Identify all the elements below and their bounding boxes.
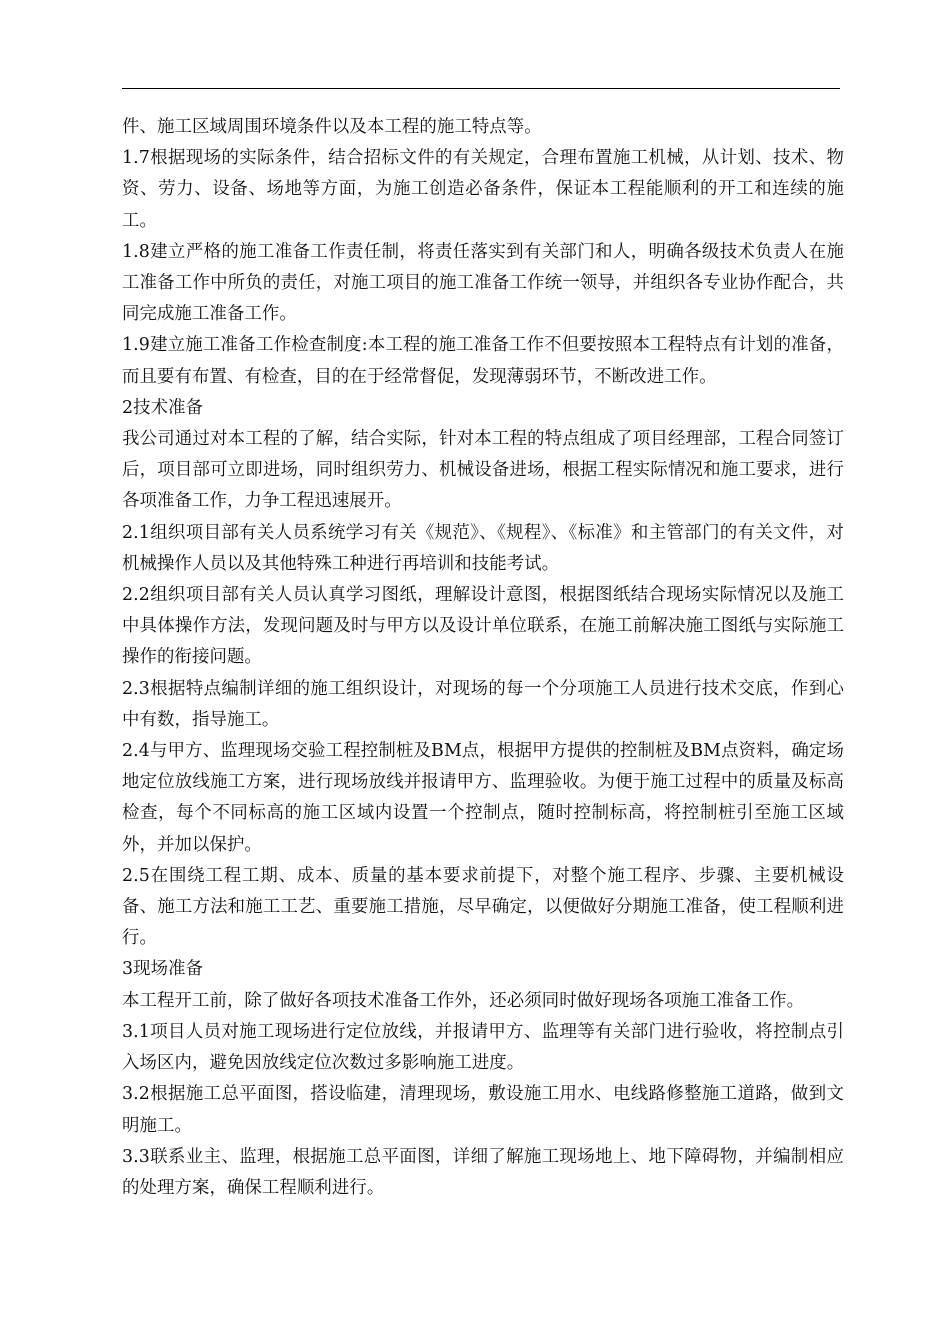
paragraph-2-2: 2.2组织项目部有关人员认真学习图纸，理解设计意图，根据图纸结合现场实际情况以及施工中具体操作方法，发现问题及时与甲方以及设计单位联系，在施工前解决施工图纸与实际施工操作的衔接问题。 [122,585,844,668]
paragraph-continuation: 件、施工区域周围环境条件以及本工程的施工特点等。 [122,117,542,137]
paragraph-3-2: 3.2根据施工总平面图，搭设临建，清理现场，敷设施工用水、电线路修整施工道路，做到文明施工。 [122,1084,844,1136]
paragraph-2-intro: 我公司通过对本工程的了解，结合实际，针对本工程的特点组成了项目经理部，工程合同签订后，项目部可立即进场，同时组织劳力、机械设备进场，根据工程实际情况和施工要求，进行各项准备工作，力争工程迅速展开。 [122,429,844,512]
paragraph-2-3: 2.3根据特点编制详细的施工组织设计，对现场的每一个分项施工人员进行技术交底，作到心中有数，指导施工。 [122,678,844,730]
paragraph-1-7: 1.7根据现场的实际条件，结合招标文件的有关规定，合理布置施工机械，从计划、技术、物资、劳力、设备、场地等方面，为施工创造必备条件，保证本工程能顺利的开工和连续的施工。 [122,148,844,231]
paragraph-1-9: 1.9建立施工准备工作检查制度:本工程的施工准备工作不但要按照本工程特点有计划的准备，而且要有布置、有检查，目的在于经常督促，发现薄弱环节，不断改进工作。 [122,335,844,387]
paragraph-2-4: 2.4与甲方、监理现场交验工程控制桩及BM点，根据甲方提供的控制桩及BM点资料，确定场地定位放线施工方案，进行现场放线并报请甲方、监理验收。为便于施工过程中的质量及标高检查，每个不同标高的施工区域内设置一个控制点，随时控制标高，将控制桩引至施工区域外，并加以保护。 [122,741,844,855]
paragraph-1-8: 1.8建立严格的施工准备工作责任制，将责任落实到有关部门和人，明确各级技术负责人在施工准备工作中所负的责任，对施工项目的施工准备工作统一领导，并组织各专业协作配合，共同完成施工准备工作。 [122,241,844,325]
paragraph-3-3: 3.3联系业主、监理，根据施工总平面图，详细了解施工现场地上、地下障碍物，并编制相应的处理方案，确保工程顺利进行。 [122,1146,844,1198]
header-rule [122,88,840,89]
document-body [122,112,844,1204]
paragraph-3-intro: 本工程开工前，除了做好各项技术准备工作外，还必须同时做好现场各项施工准备工作。 [122,990,805,1011]
paragraph-3-1: 3.1项目人员对施工现场进行定位放线，并报请甲方、监理等有关部门进行验收，将控制点引入场区内，避免因放线定位次数过多影响施工进度。 [122,1021,844,1074]
paragraph-2-1: 2.1组织项目部有关人员系统学习有关《规范》、《规程》、《标准》和主管部门的有关文件，对机械操作人员以及其他特殊工种进行再培训和技能考试。 [122,522,844,574]
section-heading-2: 2技术准备 [122,397,204,418]
paragraph-2-5: 2.5在围绕工程工期、成本、质量的基本要求前提下，对整个施工程序、步骤、主要机械设备、施工方法和施工工艺、重要施工措施，尽早确定，以便做好分期施工准备，使工程顺利进行。 [122,865,844,949]
section-heading-3: 3现场准备 [122,959,204,980]
